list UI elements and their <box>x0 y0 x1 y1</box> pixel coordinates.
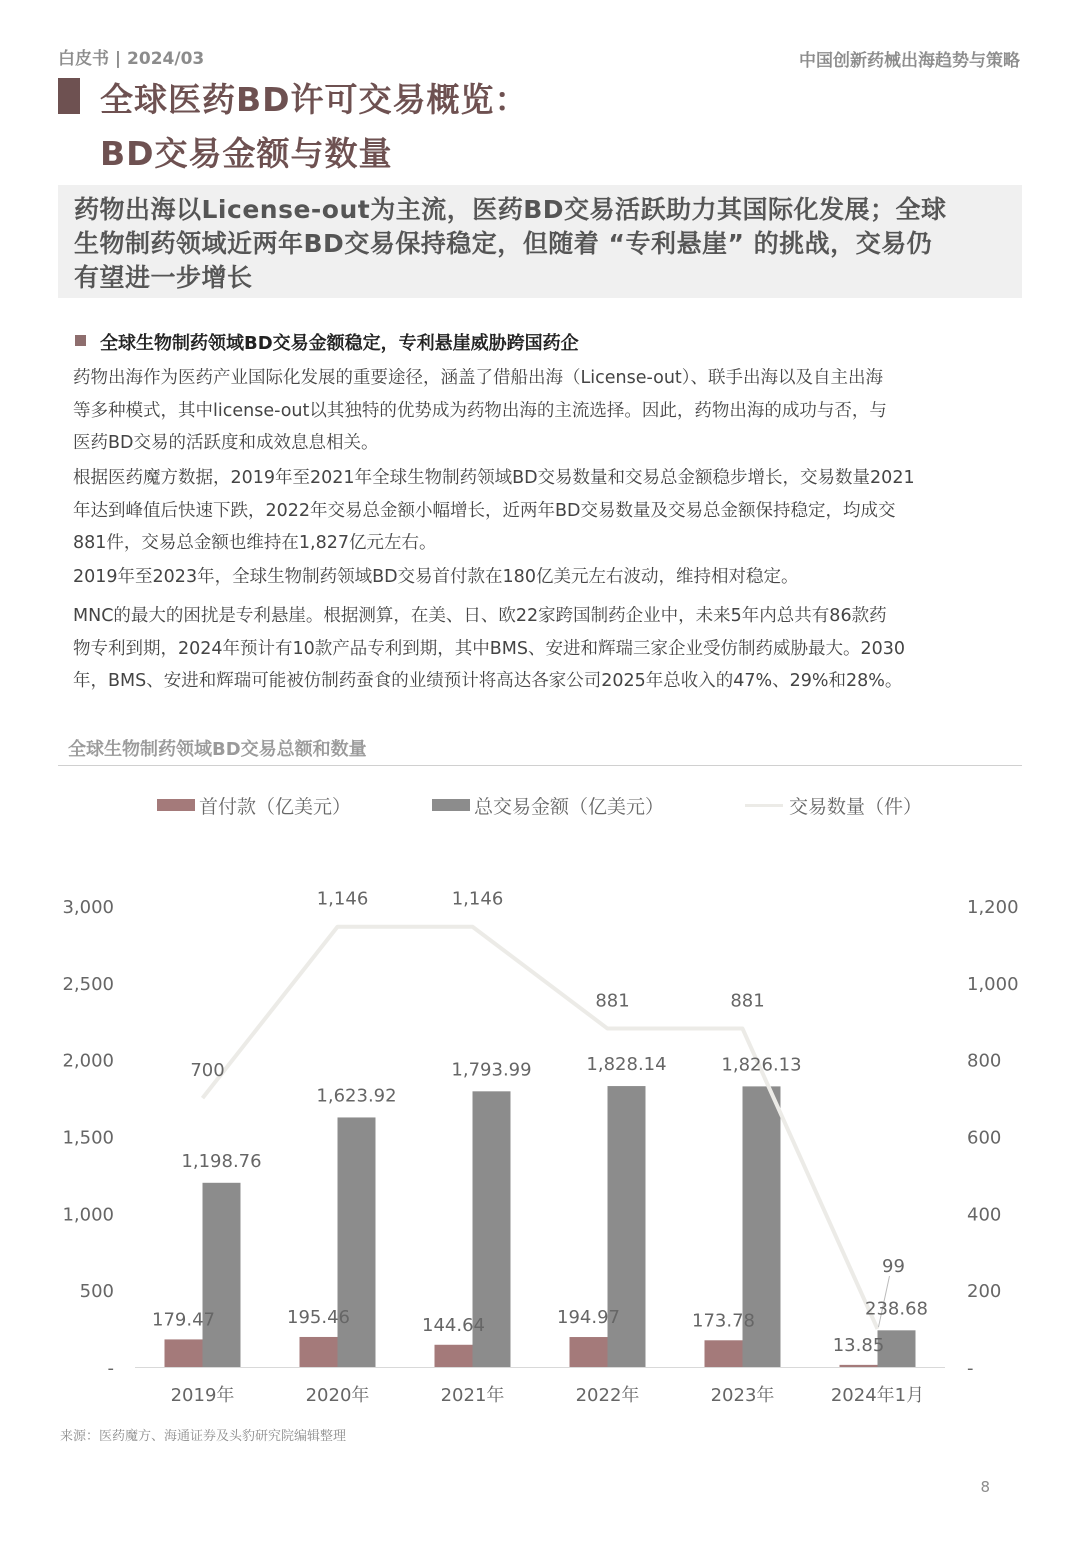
deal-count-label: 881 <box>730 990 765 1012</box>
total-amount-label: 1,623.92 <box>316 1085 397 1107</box>
total-amount-bar <box>203 1183 241 1367</box>
x-tick-label: 2019年 <box>170 1385 235 1406</box>
y-left-tick-label: 2,000 <box>62 1050 114 1072</box>
down-payment-bar <box>300 1337 338 1367</box>
y-left-tick-label: 1,500 <box>62 1127 114 1149</box>
total-amount-label: 1,198.76 <box>181 1150 262 1172</box>
page-title-line1: 全球医药BD许可交易概览： <box>100 80 529 119</box>
y-left-tick-label: 500 <box>79 1281 114 1303</box>
paragraph-line: 2019年至2023年，全球生物制药领域BD交易首付款在180亿美元左右波动，维持相对稳定。 <box>73 567 799 587</box>
x-tick-label: 2020年 <box>305 1385 370 1406</box>
down-payment-bar <box>165 1339 203 1367</box>
down-payment-bar <box>840 1365 878 1367</box>
total-amount-label: 1,826.13 <box>721 1054 802 1076</box>
deal-count-label: 1,146 <box>316 888 369 910</box>
paragraph-line: 881件，交易总金额也维持在1,827亿元左右。 <box>73 533 437 553</box>
x-tick-label: 2021年 <box>440 1385 505 1406</box>
down-payment-label: 144.64 <box>422 1314 485 1336</box>
y-right-tick-label: 800 <box>967 1050 1002 1072</box>
chart-title: 全球生物制药领域BD交易总额和数量 <box>68 739 367 760</box>
y-left-tick-label: 3,000 <box>62 897 114 918</box>
y-right-tick-label: - <box>967 1358 974 1379</box>
total-amount-label: 1,793.99 <box>451 1059 532 1081</box>
down-payment-label: 179.47 <box>152 1309 215 1331</box>
y-right-tick-label: 1,200 <box>967 897 1019 918</box>
paragraph-line: 年达到峰值后快速下跌，2022年交易总金额小幅增长，近两年BD交易数量及交易总金额保持稳定，均成交 <box>73 500 896 521</box>
paragraph-line: MNC的最大的困扰是专利悬崖。根据测算，在美、日、欧22家跨国制药企业中，未来5年内总共有86款药 <box>73 606 887 626</box>
total-amount-label: 1,828.14 <box>586 1054 667 1076</box>
deal-count-label: 881 <box>595 990 630 1012</box>
paragraph-line: 根据医药魔方数据，2019年至2021年全球生物制药领域BD交易数量和交易总金额稳步增长，交易数量2021 <box>73 468 915 488</box>
legend-label: 首付款（亿美元） <box>199 795 352 818</box>
summary-line: 药物出海以License-out为主流，医药BD交易活跃助力其国际化发展；全球 <box>74 195 947 224</box>
legend-label: 交易数量（件） <box>789 795 923 818</box>
x-tick-label: 2022年 <box>575 1385 640 1406</box>
header-right: 中国创新药械出海趋势与策略 <box>799 51 1020 71</box>
deal-count-label: 99 <box>882 1256 905 1277</box>
y-right-tick-label: 600 <box>967 1127 1002 1149</box>
total-amount-bar <box>338 1117 376 1367</box>
legend-label: 总交易金额（亿美元） <box>474 795 665 818</box>
y-left-tick-label: 1,000 <box>62 1204 114 1226</box>
paragraph-line: 年，BMS、安进和辉瑞可能被仿制药蚕食的业绩预计将高达各家公司2025年总收入的47%、29%和28%。 <box>73 671 903 691</box>
down-payment-label: 173.78 <box>692 1310 755 1332</box>
x-tick-label: 2023年 <box>710 1385 775 1406</box>
down-payment-bar <box>435 1345 473 1367</box>
deal-count-label: 700 <box>190 1060 225 1082</box>
y-left-tick-label: 2,500 <box>62 973 114 995</box>
total-amount-label: 238.68 <box>865 1298 928 1320</box>
source-note: 来源：医药魔方、海通证券及头豹研究院编辑整理 <box>60 1429 347 1444</box>
deal-count-label: 1,146 <box>451 888 504 910</box>
summary-line: 有望进一步增长 <box>74 263 253 292</box>
paragraph-line: 等多种模式，其中license-out以其独特的优势成为药物出海的主流选择。因此，药物出海的成功与否，与 <box>73 400 887 421</box>
down-payment-bar <box>570 1337 608 1367</box>
x-tick-label: 2024年1月 <box>830 1385 925 1406</box>
paragraph-line: 药物出海作为医药产业国际化发展的重要途径，涵盖了借船出海（License-out）、联手出海以及自主出海 <box>73 368 884 388</box>
y-right-tick-label: 200 <box>967 1281 1002 1303</box>
header-left: 白皮书 | 2024/03 <box>58 49 205 69</box>
y-left-tick-label: - <box>107 1358 114 1379</box>
y-right-tick-label: 400 <box>967 1204 1002 1226</box>
paragraph-line: 医药BD交易的活跃度和成效息息相关。 <box>73 433 379 453</box>
y-right-tick-label: 1,000 <box>967 973 1019 995</box>
down-payment-label: 194.97 <box>557 1307 620 1329</box>
down-payment-label: 195.46 <box>287 1306 350 1328</box>
page-title-line2: BD交易金额与数量 <box>100 134 393 173</box>
section-title: 全球生物制药领域BD交易金额稳定，专利悬崖威胁跨国药企 <box>100 333 579 354</box>
summary-line: 生物制药领域近两年BD交易保持稳定，但随着 “专利悬崖” 的挑战，交易仍 <box>74 229 933 258</box>
down-payment-label: 13.85 <box>832 1334 885 1356</box>
paragraph-line: 物专利到期，2024年预计有10款产品专利到期，其中BMS、安进和辉瑞三家企业受仿制药威胁最大。2030 <box>73 638 906 659</box>
page-number: 8 <box>980 1478 990 1496</box>
down-payment-bar <box>705 1340 743 1367</box>
